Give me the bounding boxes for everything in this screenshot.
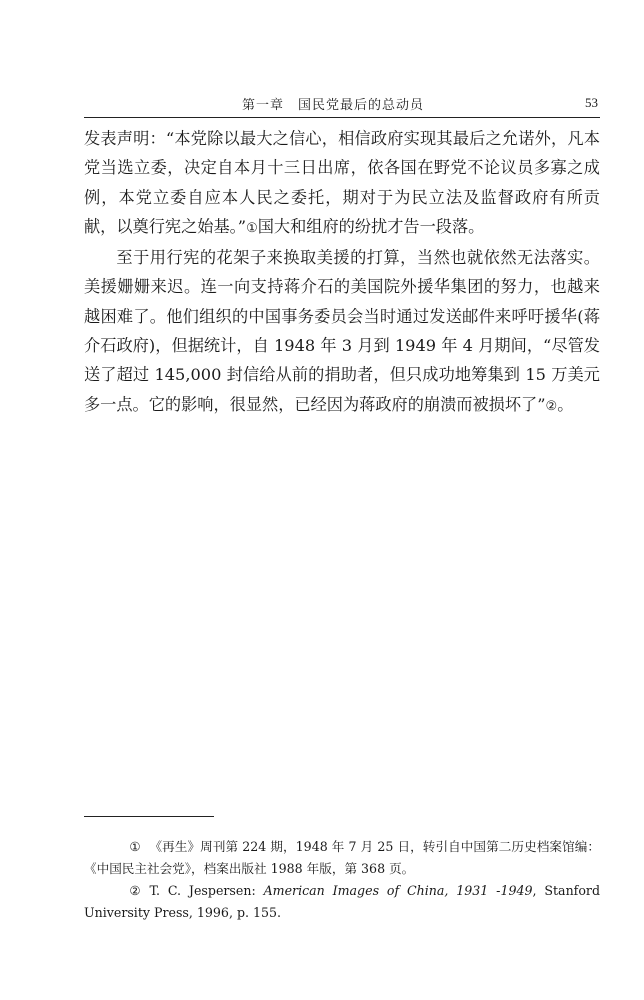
paragraph-2-text: 至于用行宪的花架子来换取美援的打算，当然也就依然无法落实。美援姗姗来迟。连一向支持蒋介石的美国院外援华集团的努力，也越来越困难了。他们组织的中国事务委员会当时通过发送邮件来呼吁援华(蒋介石政府)，但据统计，自 1948 年 3 月到 1949 年 4 月期间，“尽管发送了超过 145,000 封信给从前的捐助者，但只成功地筹集到 15 万美元多一点。它的影响，很显然，已经因为蒋政府的崩溃而被损坏了” [84, 248, 600, 414]
footnote-1 [84, 836, 600, 880]
running-header [84, 94, 600, 116]
footnote-2-publication: , Stanford University Press, 1996, p. 155. [84, 883, 601, 920]
footnote-2-author: T. C. Jespersen: [149, 883, 264, 898]
footnote-2-book-title: American Images of China, 1931 -1949 [263, 883, 533, 898]
paragraph-1 [84, 124, 600, 243]
footnotes [84, 836, 600, 924]
paragraph-1-tail: 国大和组府的纷扰才告一段落。 [257, 216, 485, 236]
main-text [84, 124, 600, 421]
footnote-1-marker: ① [129, 839, 141, 854]
footnote-ref-1: ① [246, 220, 258, 236]
footnote-2-marker: ② [129, 883, 141, 898]
footnote-2 [84, 880, 600, 924]
header-chapter-title: 第一章 国民党最后的总动员 [242, 98, 425, 113]
paragraph-2 [84, 243, 600, 421]
footnote-1-text: 《再生》周刊第 224 期，1948 年 7 月 25 日，转引自中国第二历史档案馆编：《中国民主社会党》，档案出版社 1988 年版，第 368 页。 [84, 839, 600, 876]
paragraph-1-text: 发表声明：“本党除以最大之信心，相信政府实现其最后之允诺外，凡本党当选立委，决定自本月十三日出席，依各国在野党不论议员多寡之成例，本党立委自应本人民之委托，期对于为民立法及监督政府有所贡献，以奠行宪之始基。” [84, 129, 600, 236]
footnote-divider [84, 816, 214, 817]
header-page-number: 53 [585, 95, 598, 110]
header-divider [84, 117, 600, 118]
footnote-ref-2: ② [545, 398, 558, 414]
paragraph-2-tail: 。 [557, 394, 574, 414]
